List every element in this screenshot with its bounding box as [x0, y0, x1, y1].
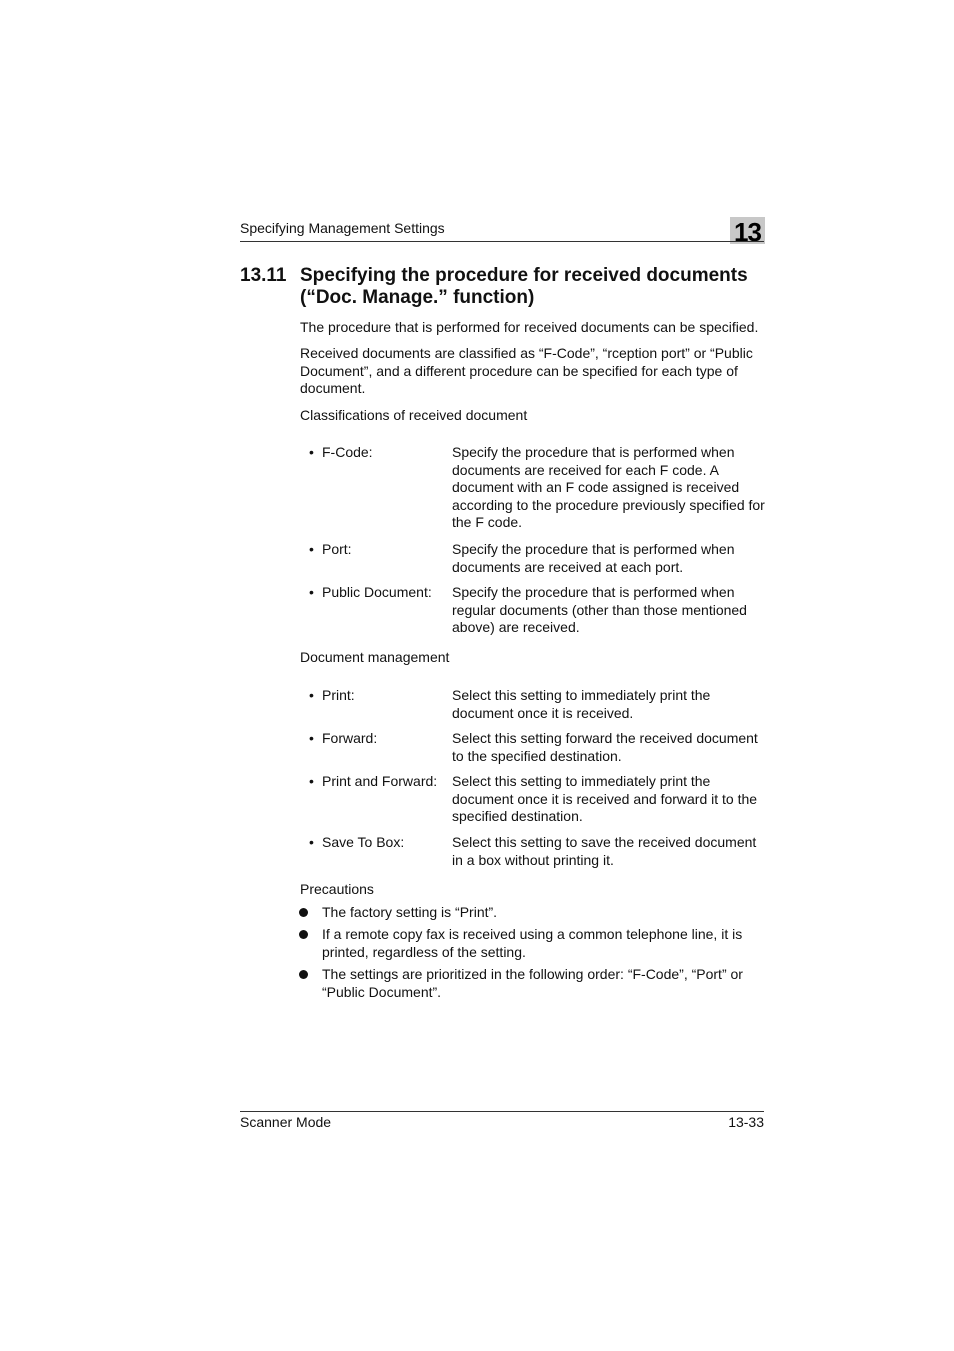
- footer-title: Scanner Mode: [240, 1114, 332, 1130]
- bullet-glyph: •: [309, 541, 314, 557]
- bullet-glyph: •: [309, 687, 314, 703]
- term-label: Forward:: [322, 730, 378, 746]
- running-header-title: Specifying Management Settings: [240, 220, 445, 236]
- precaution-item: The settings are prioritized in the following order: “F-Code”, “Port” or “Public Document”.: [322, 966, 743, 1000]
- term-description: Select this setting forward the received document to the specified destination.: [452, 730, 758, 764]
- term-description: Select this setting to immediately print the document once it is received and forward it to the specified destination.: [452, 773, 758, 824]
- term-description: Specify the procedure that is performed when documents are received for each F code. A document with an F code assigned is received according to the procedure previously specified for the F code.: [452, 444, 765, 530]
- term-description: Specify the procedure that is performed when documents are received at each port.: [452, 541, 735, 575]
- intro-paragraph-1: The procedure that is performed for received documents can be specified.: [300, 319, 759, 335]
- term-label: Print:: [322, 687, 355, 703]
- bullet-glyph: •: [309, 444, 314, 460]
- precautions-heading: Precautions: [300, 881, 374, 897]
- bullet-dot-icon: [299, 908, 308, 917]
- bullet-glyph: •: [309, 584, 314, 600]
- chapter-number-badge: 13: [730, 217, 765, 244]
- bullet-dot-icon: [299, 930, 308, 939]
- header-divider: [240, 241, 764, 242]
- term-label: Save To Box:: [322, 834, 405, 850]
- term-label: Public Document:: [322, 584, 432, 600]
- term-label: Port:: [322, 541, 352, 557]
- section-title: Specifying the procedure for received documents (“Doc. Manage.” function): [300, 265, 748, 308]
- term-description: Specify the procedure that is performed when regular documents (other than those mentioned above) are received.: [452, 584, 747, 635]
- bullet-glyph: •: [309, 730, 314, 746]
- bullet-glyph: •: [309, 773, 314, 789]
- term-label: Print and Forward:: [322, 773, 438, 789]
- footer-divider: [240, 1111, 764, 1112]
- term-label: F-Code:: [322, 444, 373, 460]
- term-description: Select this setting to save the received document in a box without printing it.: [452, 834, 757, 868]
- page-number: 13-33: [728, 1114, 764, 1130]
- term-description: Select this setting to immediately print the document once it is received.: [452, 687, 711, 721]
- section-number: 13.11: [240, 265, 287, 286]
- classifications-heading: Classifications of received document: [300, 407, 528, 423]
- management-heading: Document management: [300, 649, 450, 665]
- bullet-glyph: •: [309, 834, 314, 850]
- precaution-item: The factory setting is “Print”.: [322, 904, 498, 920]
- precaution-item: If a remote copy fax is received using a common telephone line, it is printed, regardless of the setting.: [322, 926, 743, 960]
- bullet-dot-icon: [299, 970, 308, 979]
- intro-paragraph-2: Received documents are classified as “F-Code”, “rception port” or “Public Document”, and a different procedure can be specified for each type of document.: [300, 345, 753, 396]
